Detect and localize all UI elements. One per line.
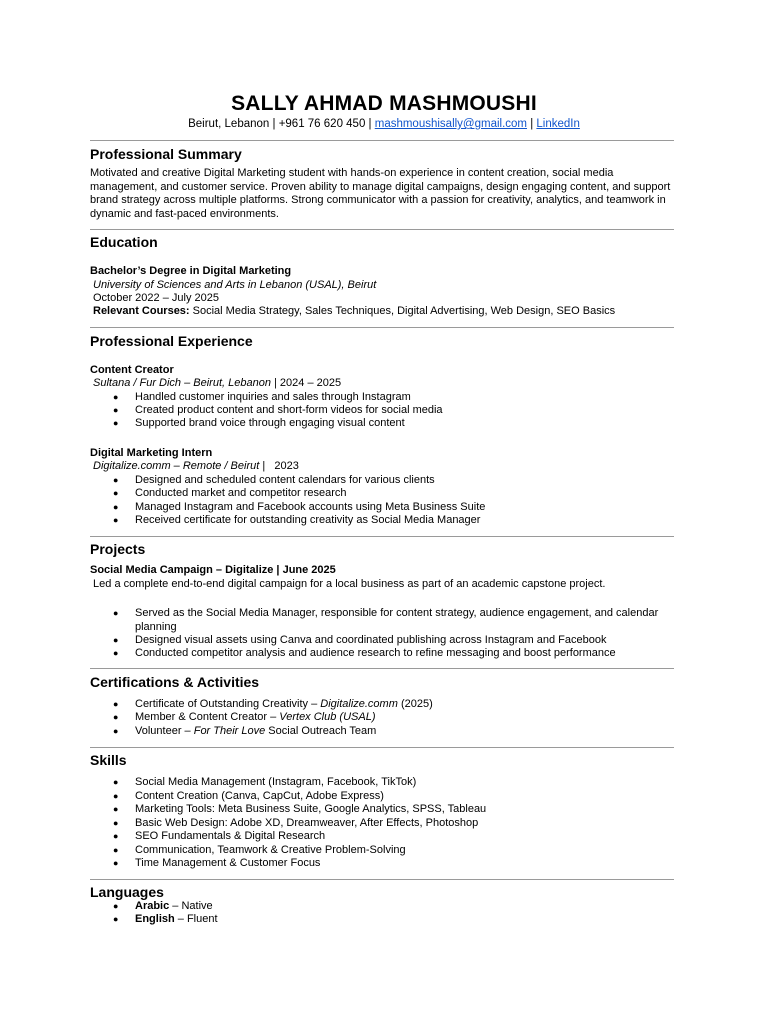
list-item: Designed and scheduled content calendars for various clients [135,474,435,486]
bullet-icon: ● [113,392,119,402]
list-item: Marketing Tools: Meta Business Suite, Google Analytics, SPSS, Tableau [135,803,487,815]
language-level: – Native [169,900,213,912]
divider [90,536,674,537]
bullet-icon: ● [113,699,119,709]
linkedin-link[interactable]: LinkedIn [536,118,580,130]
section-heading-education: Education [90,234,158,250]
cert-org: Vertex Club (USAL) [279,711,376,723]
job-org: Digitalize.comm – Remote / Beirut [93,460,260,472]
list-item: Social Media Management (Instagram, Facebook, TikTok) [135,776,417,788]
bullet-icon: ● [113,901,119,911]
divider [90,327,674,328]
bullet-icon: ● [113,858,119,868]
job-period: | 2023 [259,460,299,472]
cert-suffix: (2025) [397,698,433,710]
list-item [135,725,376,739]
list-item: Conducted competitor analysis and audience research to refine messaging and boost performance [135,647,616,659]
bullet-icon: ● [113,726,119,736]
bullet-icon: ● [113,818,119,828]
degree-title: Bachelor’s Degree in Digital Marketing [90,265,292,277]
divider [90,668,674,669]
bullet-icon: ● [113,502,119,512]
bullet-icon: ● [113,914,119,924]
cert-org: Digitalize.comm [320,698,398,710]
courses-list: Social Media Strategy, Sales Techniques, Digital Advertising, Web Design, SEO Basics [189,305,616,317]
bullet-icon: ● [113,777,119,787]
section-heading-certifications: Certifications & Activities [90,674,260,690]
job-org: Sultana / Fur Dich – Beirut, Lebanon [93,377,271,389]
list-item [135,698,433,712]
bullet-icon: ● [113,712,119,722]
location-phone: Beirut, Lebanon | +961 76 620 450 | [188,118,375,130]
list-item: Created product content and short-form videos for social media [135,404,443,416]
divider [90,747,674,748]
bullet-icon: ● [113,635,119,645]
cert-text: Certificate of Outstanding Creativity – [135,698,321,710]
language-name: English [135,913,175,925]
project-description: Led a complete end-to-end digital campaign for a local business as part of an academic capstone project. [90,578,606,590]
cert-org: For Their Love [193,725,266,737]
language-level: – Fluent [174,913,218,925]
bullet-icon: ● [113,791,119,801]
list-item: Served as the Social Media Manager, responsible for content strategy, audience engagement, and calendar planning [135,607,659,633]
list-item: Basic Web Design: Adobe XD, Dreamweaver, After Effects, Photoshop [135,817,479,829]
summary-text: Motivated and creative Digital Marketing student with hands-on experience in content creation, social media management, and customer service. Proven ability to manage digital campaigns, design engaging content, and support brand strategy across multiple platforms. Strong communicator with a passion for creativity, analytics, and teamwork in dynamic and fast-paced environments. [90,167,671,220]
cert-text: Member & Content Creator – [135,711,280,723]
bullet-icon: ● [113,475,119,485]
list-item: Conducted market and competitor research [135,487,347,499]
language-name: Arabic [135,900,170,912]
courses-label: Relevant Courses: [93,305,190,317]
section-heading-languages: Languages [90,884,164,900]
list-item: Content Creation (Canva, CapCut, Adobe Express) [135,790,384,802]
bullet-icon: ● [113,515,119,525]
list-item [135,711,375,725]
section-heading-summary: Professional Summary [90,146,242,162]
list-item: SEO Fundamentals & Digital Research [135,830,326,842]
contact-separator: | [527,118,537,130]
list-item: Handled customer inquiries and sales through Instagram [135,391,411,403]
section-heading-projects: Projects [90,541,146,557]
divider [90,229,674,230]
bullet-icon: ● [113,405,119,415]
bullet-icon: ● [113,418,119,428]
job-org-line [93,460,299,474]
bullet-icon: ● [113,831,119,841]
list-item: Received certificate for outstanding creativity as Social Media Manager [135,514,481,526]
cert-suffix: Social Outreach Team [265,725,377,737]
cert-text: Volunteer – [135,725,194,737]
job-period: | 2024 – 2025 [270,377,342,389]
list-item [135,900,213,914]
project-title: Social Media Campaign – Digitalize | June 2025 [90,564,336,576]
list-item: Communication, Teamwork & Creative Problem-Solving [135,844,406,856]
divider [90,140,674,141]
bullet-icon: ● [113,488,119,498]
contact-line [0,118,768,130]
section-heading-experience: Professional Experience [90,333,253,349]
list-item: Managed Instagram and Facebook accounts using Meta Business Suite [135,501,486,513]
list-item: Time Management & Customer Focus [135,857,321,869]
bullet-icon: ● [113,608,119,618]
job-org-line [93,377,341,391]
candidate-name: SALLY AHMAD MASHMOUSHI [231,92,537,115]
education-dates: October 2022 – July 2025 [93,292,219,304]
school-name: University of Sciences and Arts in Lebanon (USAL), Beirut [93,279,377,291]
email-link[interactable]: mashmoushisally@gmail.com [374,118,528,130]
job-title: Content Creator [90,364,174,376]
bullet-icon: ● [113,804,119,814]
bullet-icon: ● [113,845,119,855]
list-item: Designed visual assets using Canva and coordinated publishing across Instagram and Facebook [135,634,607,646]
divider [90,879,674,880]
list-item: Supported brand voice through engaging visual content [135,417,405,429]
relevant-courses [93,305,615,319]
job-title: Digital Marketing Intern [90,447,213,459]
list-item [135,913,218,927]
bullet-icon: ● [113,648,119,658]
section-heading-skills: Skills [90,752,127,768]
